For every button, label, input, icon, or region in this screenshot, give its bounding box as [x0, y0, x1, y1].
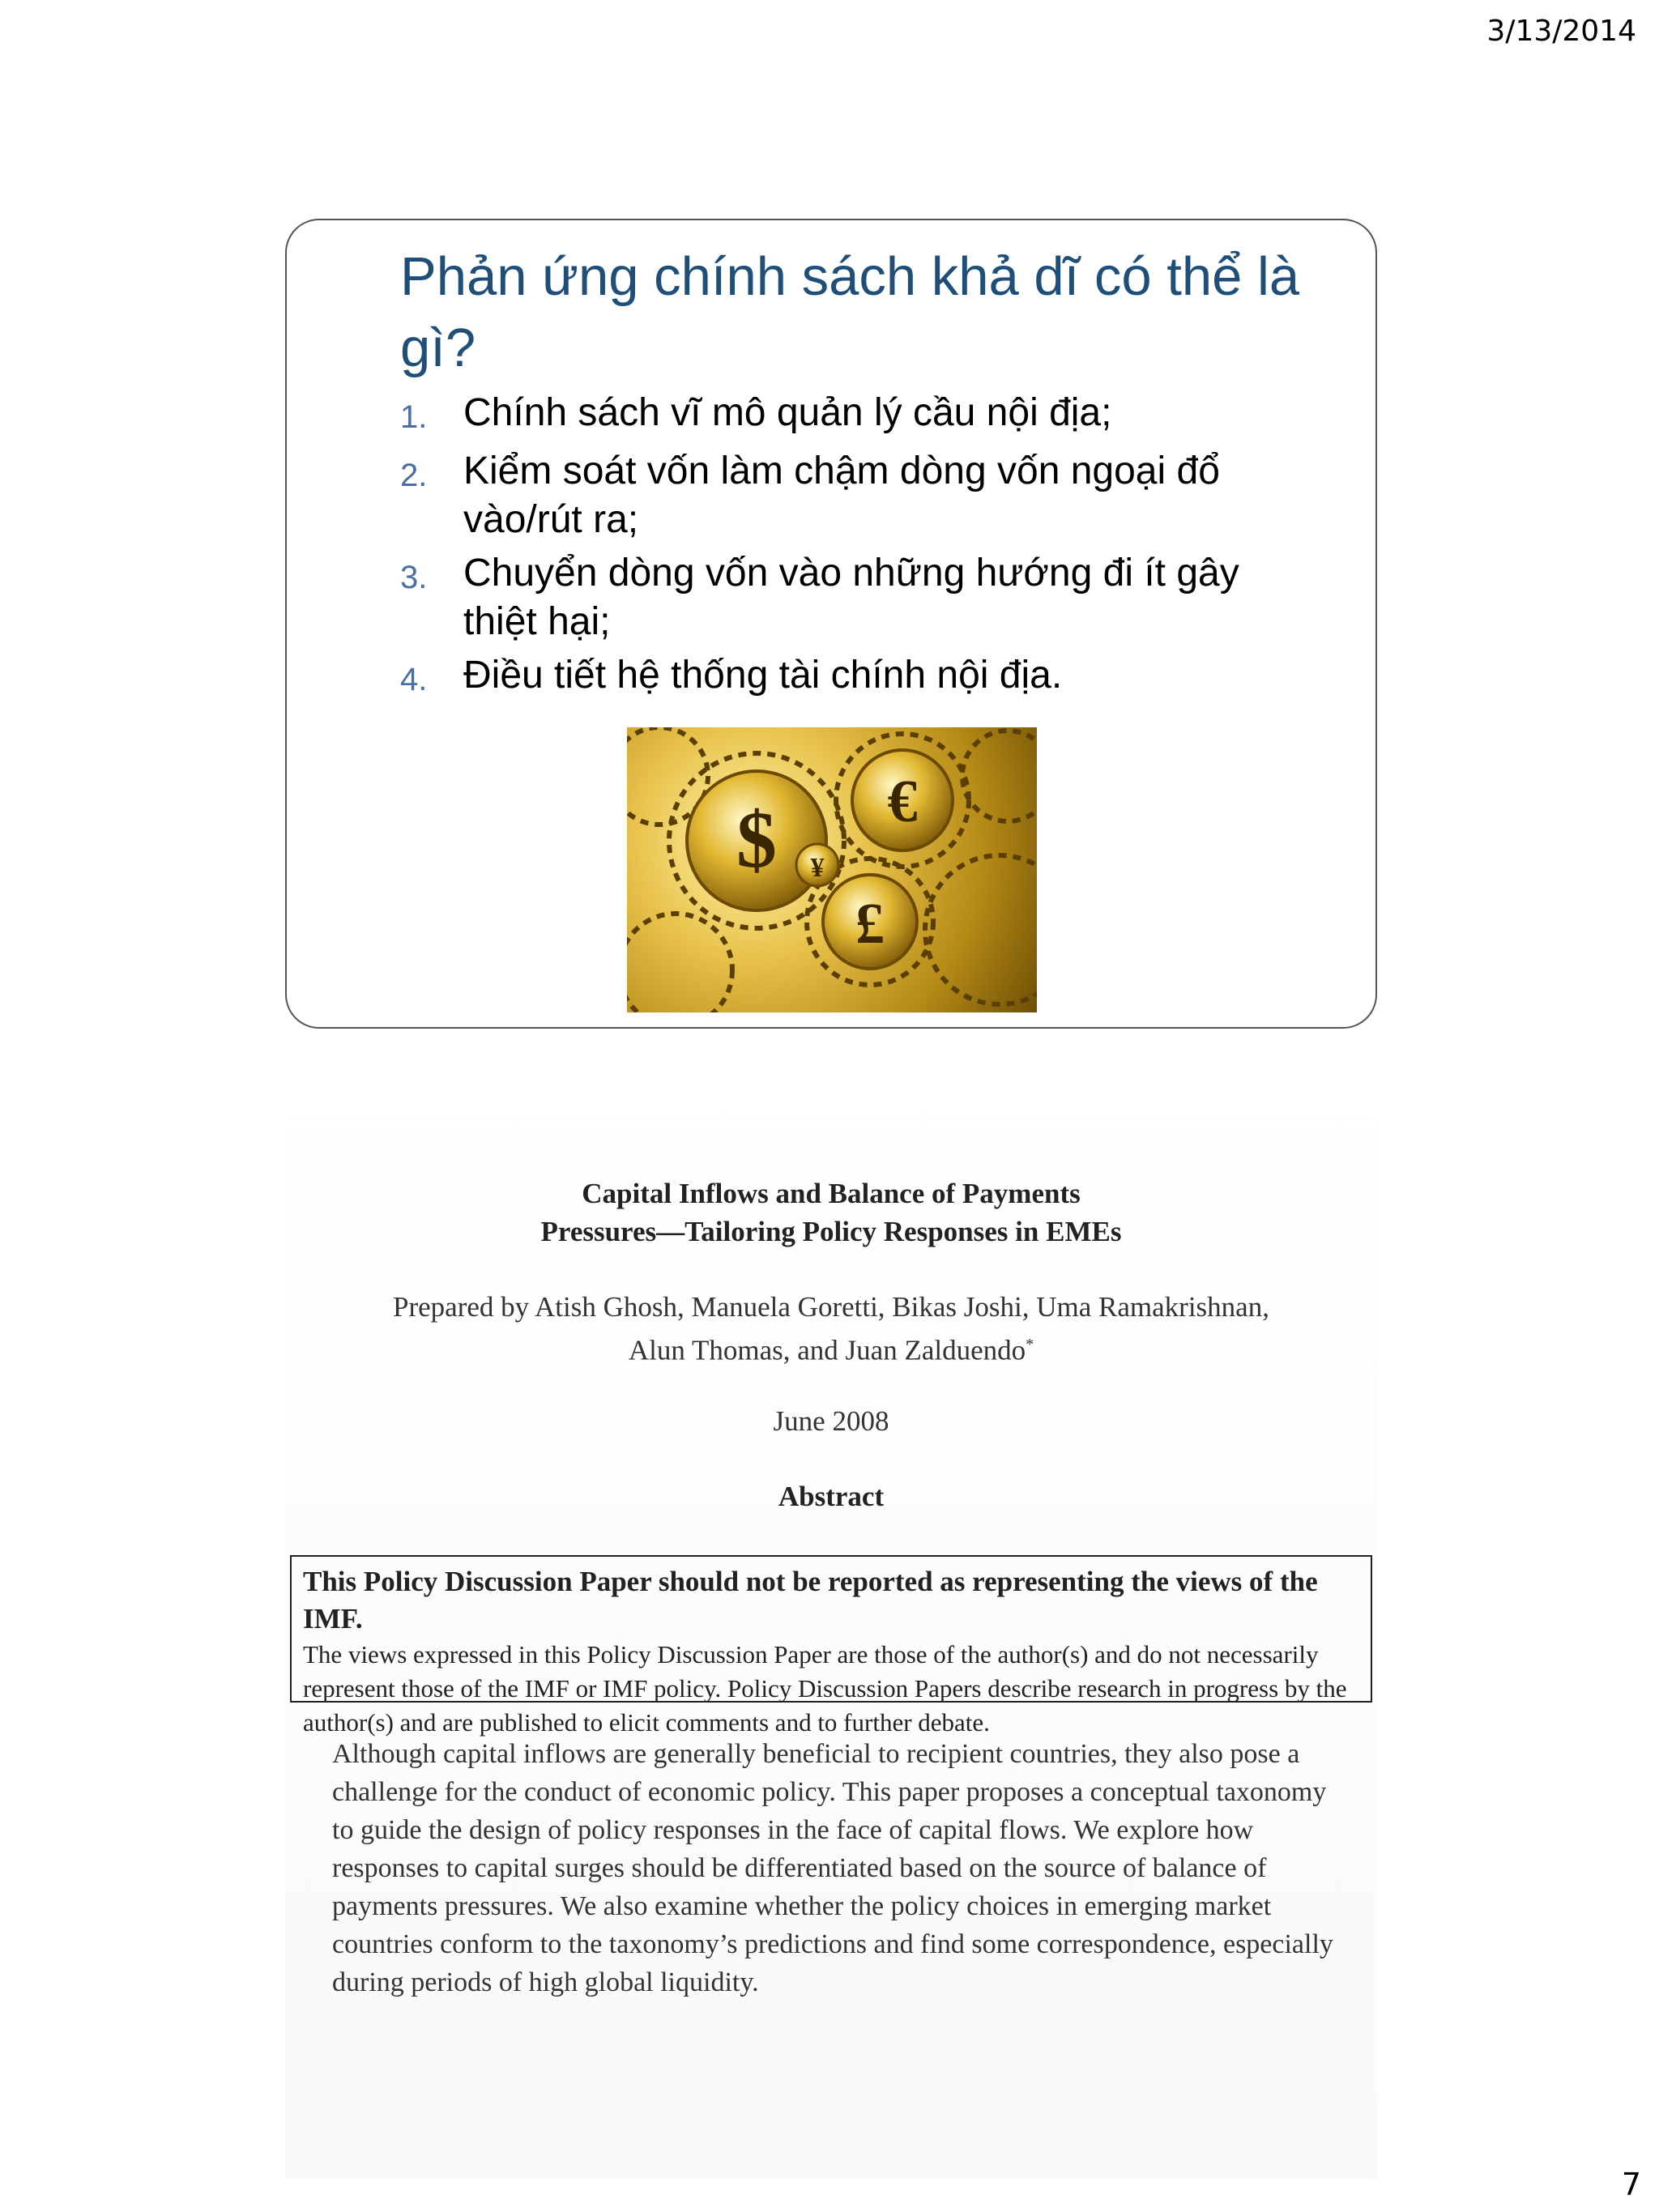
yen-sign-icon: ¥	[810, 853, 825, 883]
list-item-text: Kiểm soát vốn làm chậm dòng vốn ngoại đổ vào/rút ra;	[463, 450, 1220, 541]
gear-shape	[925, 855, 1037, 1004]
slide-title: Phản ứng chính sách khả dĩ có thể là gì?	[400, 246, 1300, 378]
list-item	[400, 549, 1307, 646]
list-item-number: 2.	[400, 458, 428, 493]
gear-shape	[962, 731, 1037, 821]
slide-date: 3/13/2014	[1486, 15, 1636, 48]
list-item	[400, 651, 1307, 705]
euro-sign-icon: €	[887, 769, 918, 835]
authors-line	[285, 1326, 1377, 1370]
list-item-number: 1.	[400, 399, 428, 435]
page-number: 7	[1621, 2167, 1641, 2202]
policy-list	[400, 389, 1307, 710]
list-item-number: 4.	[400, 662, 428, 697]
paper-authors	[285, 1288, 1377, 1370]
gear-shape	[627, 914, 732, 1012]
authors-line-text: Alun Thomas, and Juan Zalduendo	[628, 1334, 1026, 1366]
authors-line: Prepared by Atish Ghosh, Manuela Goretti, Bikas Joshi, Uma Ramakrishnan,	[393, 1291, 1269, 1323]
paper-title	[285, 1174, 1377, 1251]
list-item	[400, 447, 1307, 544]
dollar-sign-icon: $	[736, 795, 777, 884]
list-item-text: Điều tiết hệ thống tài chính nội địa.	[463, 654, 1063, 697]
list-item	[400, 389, 1307, 442]
disclaimer-text: The views expressed in this Policy Discussion Paper are those of the author(s) and do not necessarily represent those of the IMF or IMF policy. Policy Discussion Papers describe research in progress by the author(s) and are published to elicit comments and to further debate.	[303, 1640, 1347, 1737]
paper-date: June 2008	[773, 1405, 889, 1437]
slide-frame	[285, 219, 1377, 1029]
paper-title-line: Capital Inflows and Balance of Payments	[582, 1178, 1081, 1209]
list-item-text: Chính sách vĩ mô quản lý cầu nội địa;	[463, 391, 1112, 434]
footnote-marker: *	[1026, 1336, 1034, 1353]
list-item-text: Chuyển dòng vốn vào những hướng đi ít gây thiệt hại;	[463, 552, 1239, 643]
disclaimer-box	[290, 1555, 1372, 1737]
paper-title-line: Pressures—Tailoring Policy Responses in EMEs	[540, 1216, 1122, 1247]
pound-sign-icon: £	[855, 891, 885, 956]
currency-gears-image	[627, 727, 1037, 1012]
list-item-number: 3.	[400, 560, 428, 595]
disclaimer-heading: This Policy Discussion Paper should not be reported as representing the views of the IMF.	[303, 1566, 1318, 1634]
abstract-text: Although capital inflows are generally beneficial to recipient countries, they also pose a challenge for the conduct of economic policy. This paper proposes a conceptual taxonomy to guide the design of policy responses in the face of capital flows. We explore how responses to capital surges should be differentiated based on the source of balance of payments pressures. We also examine whether the policy choices in emerging market countries conform to the taxonomy’s predictions and find some correspondence, especially during periods of high global liquidity.	[332, 1739, 1333, 1997]
gears-illustration	[627, 727, 1037, 1012]
abstract-heading: Abstract	[778, 1481, 885, 1512]
